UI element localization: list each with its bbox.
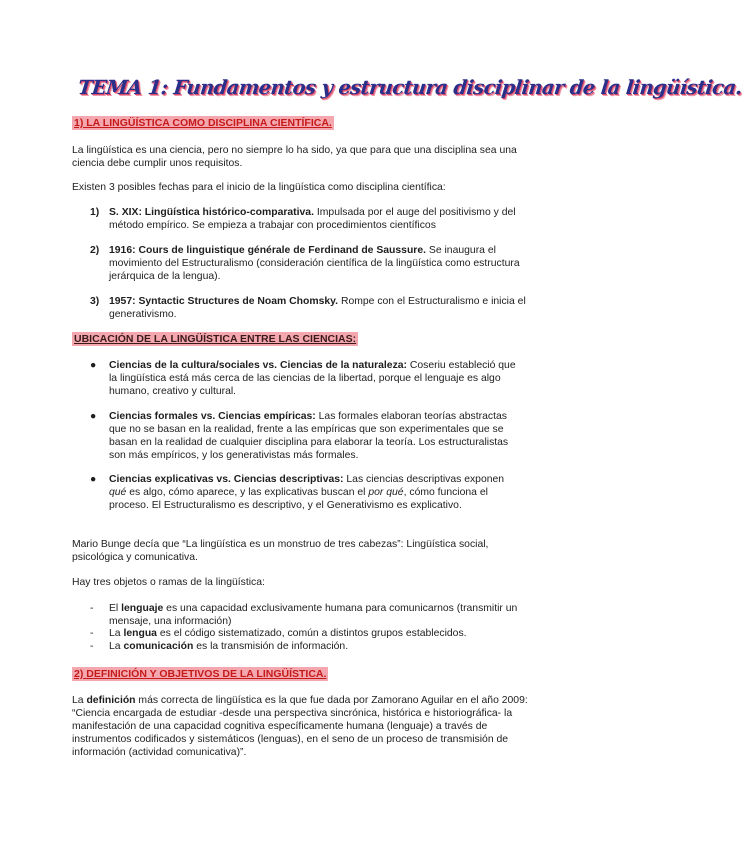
ciencias-item-bold: Ciencias explicativas vs. Ciencias descriptivas:: [109, 474, 344, 485]
definicion-pre: La: [72, 695, 87, 706]
object-item-pre: La: [109, 641, 124, 652]
ciencias-item-text: [109, 473, 520, 512]
object-item-3: [90, 640, 520, 653]
object-item-text: [109, 602, 520, 628]
item-number: 3): [90, 296, 100, 307]
ciencias-item-body: Coseriu estableció que la lingüística está más cerca de las ciencias de la libertad, porque el lenguaje es algo humano, creativo y cultural.: [109, 360, 516, 397]
date-item-2: [90, 244, 530, 283]
ciencias-item-2: [90, 410, 520, 462]
object-item-pre: La: [109, 628, 124, 639]
object-item-1: [90, 602, 520, 628]
object-item-bold: comunicación: [123, 641, 194, 652]
objects-intro: Hay tres objetos o ramas de la lingüística:: [72, 577, 265, 588]
italic-por-que: por qué: [368, 487, 404, 498]
section-2-heading-wrap: [72, 667, 532, 681]
date-item-text: [109, 295, 530, 321]
section-1-heading: 1) LA LINGÜÍSTICA COMO DISCIPLINA CIENTÍFICA.: [74, 117, 332, 129]
date-item-1: [90, 206, 530, 232]
ciencias-item-body: Las formales elaboran teorías abstractas que no se basan en la realidad, frente a las empíricas que son experimentales que se basan en la realidad de cualquier disciplina para elaborar la teoría. Los estructuralistas son más empíricos, y los generativistas más formales.: [109, 411, 509, 461]
date-item-body: Rompe con el Estructuralismo e inicia el generativismo.: [109, 296, 526, 320]
ubicacion-heading-wrap: [72, 332, 532, 346]
item-number: 1): [90, 207, 100, 218]
bullet: ●: [90, 411, 97, 422]
date-item-bold: 1957: Syntactic Structures de Noam Chomsky.: [109, 296, 339, 307]
dash: -: [90, 603, 94, 614]
date-item-bold: S. XIX: Lingüística histórico-comparativa.: [109, 207, 314, 218]
definicion-body: más correcta de lingüística es la que fue dada por Zamorano Aguilar en el año 2009: “Ciencia encargada de estudiar -desde una perspectiva sincrónica, histórica e historiográfica- la manifestación de una capacidad cognitiva específicamente humana (lenguaje) a través de instrumentos codificados y sistemáticos (lenguas), en el seno de un proceso de transmisión de información (actividad comunicativa)”.: [72, 695, 528, 758]
bunge-quote: Mario Bunge decía que “La lingüística es un monstruo de tres cabezas”: Lingüística social, psicológica y comunicativa.: [72, 539, 489, 563]
item-number: 2): [90, 245, 100, 256]
object-item-text: [109, 640, 520, 653]
object-item-pre: El: [109, 603, 122, 614]
ciencias-item-text: [109, 410, 520, 462]
object-item-bold: lenguaje: [121, 603, 164, 614]
date-item-3: [90, 295, 530, 321]
ciencias-item-bold: Ciencias de la cultura/sociales vs. Ciencias de la naturaleza:: [109, 360, 408, 371]
definicion-paragraph: [72, 694, 532, 759]
ciencias-item-3: [90, 473, 520, 512]
date-item-bold: 1916: Cours de linguistique générale de Ferdinand de Saussure.: [109, 245, 427, 256]
bullet: ●: [90, 360, 97, 371]
dash: -: [90, 628, 94, 639]
section-2-heading: 2) DEFINICIÓN Y OBJETIVOS DE LA LINGÜÍSTICA.: [74, 668, 327, 680]
bullet: ●: [90, 474, 97, 485]
italic-que: qué: [109, 487, 127, 498]
object-item-body: es una capacidad exclusivamente humana para comunicarnos (transmitir un mensaje, una información): [109, 603, 518, 627]
object-item-body: es el código sistematizado, común a distintos grupos establecidos.: [156, 628, 467, 639]
object-item-bold: lengua: [123, 628, 157, 639]
section-1-intro: La lingüística es una ciencia, pero no siempre lo ha sido, ya que para que una disciplina sea una ciencia debe cumplir unos requisitos.: [72, 145, 517, 169]
definicion-bold: definición: [86, 695, 136, 706]
dash: -: [90, 641, 94, 652]
dates-intro: Existen 3 posibles fechas para el inicio de la lingüística como disciplina científica:: [72, 182, 446, 193]
date-item-text: [109, 206, 530, 232]
ciencias-item-bold: Ciencias formales vs. Ciencias empíricas:: [109, 411, 316, 422]
ubicacion-heading: UBICACIÓN DE LA LINGÜÍSTICA ENTRE LAS CIENCIAS:: [74, 333, 357, 345]
ciencias-item-body: es algo, cómo aparece, y las explicativas buscan el: [126, 487, 369, 498]
object-item-2: [90, 627, 520, 640]
object-item-text: [109, 627, 520, 640]
ciencias-item-1: [90, 359, 520, 398]
date-item-body: Impulsada por el auge del positivismo y del método empírico. Se empieza a trabajar con procedimientos científicos: [109, 207, 516, 231]
object-item-body: es la transmisión de información.: [193, 641, 349, 652]
date-item-text: [109, 244, 530, 283]
ciencias-item-text: [109, 359, 520, 398]
ciencias-item-body: , cómo funciona el proceso. El Estructuralismo es descriptivo, y el Generativismo es explicativo.: [109, 487, 488, 511]
date-item-body: Se inaugura el movimiento del Estructuralismo (consideración científica de la lingüística como estructura jerárquica de la lengua).: [109, 245, 520, 282]
section-1-heading-wrap: [72, 116, 532, 130]
page-title: TEMA 1: Fundamentos y estructura disciplinar de la lingüística.: [76, 76, 743, 99]
ciencias-item-body: Las ciencias descriptivas exponen: [343, 474, 505, 485]
